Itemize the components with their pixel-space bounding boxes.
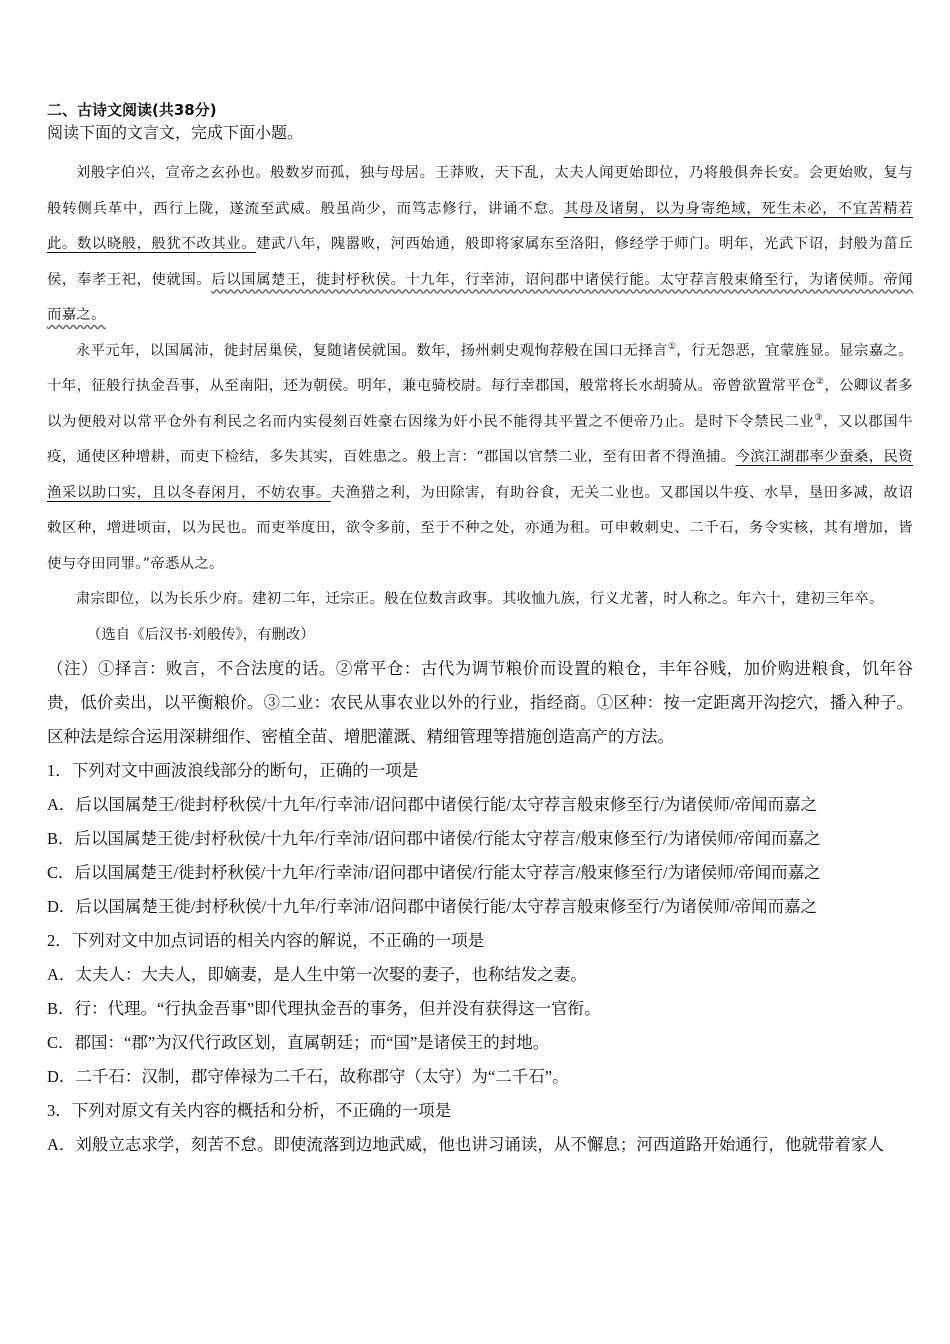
passage-text: 建武八年，隗嚣败，河西始通，般即将家属东至洛阳，修经学于师门。明年，光武下诏，封般为菑丘侯，奉孝王祀，使就国。 <box>47 236 913 288</box>
question-stem: 2．下列对文中加点词语的相关内容的解说，不正确的一项是 <box>47 930 485 950</box>
option-b[interactable]: B．后以国属楚王徙/封杼秋侯/十九年/行幸沛/诏问郡中诸侯/行能太守荐言/般束修至行/为诸侯师/帝闻而嘉之 <box>47 828 821 848</box>
option-d[interactable]: D．二千石：汉制，郡守俸禄为二千石，故称郡守（太守）为“二千石”。 <box>47 1066 569 1086</box>
passage-text: 夫渔猎之利，为田除害，有助谷食，无关二业也。又郡国以牛疫、水旱，垦田多减，故诏敕区种，增进顷亩，以为民也。而吏举度田，欲令多前，至于不种之处，亦通为租。可申敕刺史、二千石，务令实核，其有增加，皆使与夺田同罪。”帝悉从之。 <box>47 484 914 572</box>
question-1 <box>47 754 913 924</box>
option-c[interactable]: C．后以国属楚王/徙封杼秋侯/十九年/行幸沛/诏问郡中诸侯/行能太守荐言/般束修至行/为诸侯师/帝闻而嘉之 <box>47 862 821 882</box>
annotation-note: （注）①择言：败言，不合法度的话。②常平仓：古代为调节粮价而设置的粮仓，丰年谷贱，加价购进粮食，饥年谷贵，低价卖出，以平衡粮价。③二业：农民从事农业以外的行业，指经商。①区种：按一定距离开沟挖穴，播入种子。区种法是综合运用深耕细作、密植全苗、增肥灌溉、精细管理等措施创造高产的方法。 <box>47 658 913 746</box>
passage-paragraph-1 <box>47 156 913 334</box>
underlined-sentence: 其母及诸舅，以为身寄绝域，死生未必，不宜苦精若此。数以晓般，般犹不改其业。 <box>47 200 914 252</box>
question-2 <box>47 924 913 1094</box>
underlined-sentence: 今滨江湖郡率少蚕桑，民资渔采以助口实，且以冬春闲月，不妨农事。 <box>47 449 913 501</box>
passage-text: ，又以郡国牛疫，通使区种增耕，而吏下检结，多失其实，百姓患之。般上言：“郡国以官禁二业，至有田者不得渔捕。 <box>47 413 913 465</box>
option-b[interactable]: B．行：代理。“行执金吾事”即代理执金吾的事务，但并没有获得这一官衔。 <box>47 998 601 1018</box>
footnote-marker: ① <box>667 341 677 352</box>
passage-text: ，行无怨恶，宜蒙旌显。显宗嘉之。十年，征般行执金吾事，从至南阳，还为朝侯。明年，兼屯骑校尉。每行幸郡国，般常将长水胡骑从。帝曾欲置常平仓 <box>47 342 913 394</box>
question-stem: 3．下列对原文有关内容的概括和分析，不正确的一项是 <box>47 1100 452 1120</box>
passage-text: ，公卿议者多以为便般对以常平仓外有利民之名而内实侵刻百姓豪右因缘为奸小民不能得其平置之不便帝乃止。是时下令禁民二业 <box>47 378 913 430</box>
question-3 <box>47 1094 913 1162</box>
source-citation: （选自《后汉书·刘般传》，有删改） <box>87 626 315 643</box>
exam-page <box>47 98 913 1162</box>
option-d[interactable]: D．后以国属楚王徙/封杼秋侯/十九年/行幸沛/诏问郡中诸侯行能/太守荐言般束修至行/为诸侯师/帝闻而嘉之 <box>47 896 818 916</box>
passage-text: 刘般字伯兴，宣帝之玄孙也。般数岁而孤，独与母居。王莽败，天下乱，太夫人闻更始即位，乃将般俱奔长安。会更始败，复与般转侧兵革中，西行上陇，遂流至武威。般虽尚少，而笃志修行，讲诵不怠。 <box>47 165 913 217</box>
passage-paragraph-3: 肃宗即位，以为长乐少府。建初二年，迁宗正。般在位数言政事。其收恤九族，行义尤著，时人称之。年六十，建初三年卒。 <box>75 591 884 607</box>
footnote-marker: ③ <box>814 412 824 423</box>
instruction: 阅读下面的文言文，完成下面小题。 <box>47 125 304 142</box>
passage-text: 永平元年，以国属沛，徙封居巢侯，复随诸侯就国。数年，扬州刺史观恂荐般在国口无择言 <box>75 342 668 359</box>
option-a[interactable]: A．太夫人：大夫人，即嫡妻，是人生中第一次娶的妻子，也称结发之妻。 <box>47 964 587 984</box>
option-a[interactable]: A．刘般立志求学，刻苦不怠。即使流落到边地武威，他也讲习诵读，从不懈息；河西道路开始通行，他就带着家人 <box>47 1134 884 1154</box>
section-title: 二、古诗文阅读(共38分) <box>47 101 217 119</box>
question-stem: 1．下列对文中画波浪线部分的断句，正确的一项是 <box>47 760 419 780</box>
footnote-marker: ② <box>815 377 825 388</box>
wavy-underlined-sentence: 后以国属楚王，徙封杼秋侯。十九年，行幸沛，诏问郡中诸侯行能。太守荐言般束脩至行，为诸侯师。帝闻而嘉之。 <box>47 271 913 323</box>
passage-paragraph-2 <box>47 334 913 583</box>
option-c[interactable]: C．郡国：“郡”为汉代行政区划，直属朝廷；而“国”是诸侯王的封地。 <box>47 1032 550 1052</box>
option-a[interactable]: A．后以国属楚王/徙封杼秋侯/十九年/行幸沛/诏问郡中诸侯行能/太守荐言般束修至行/为诸侯师/帝闻而嘉之 <box>47 794 818 814</box>
